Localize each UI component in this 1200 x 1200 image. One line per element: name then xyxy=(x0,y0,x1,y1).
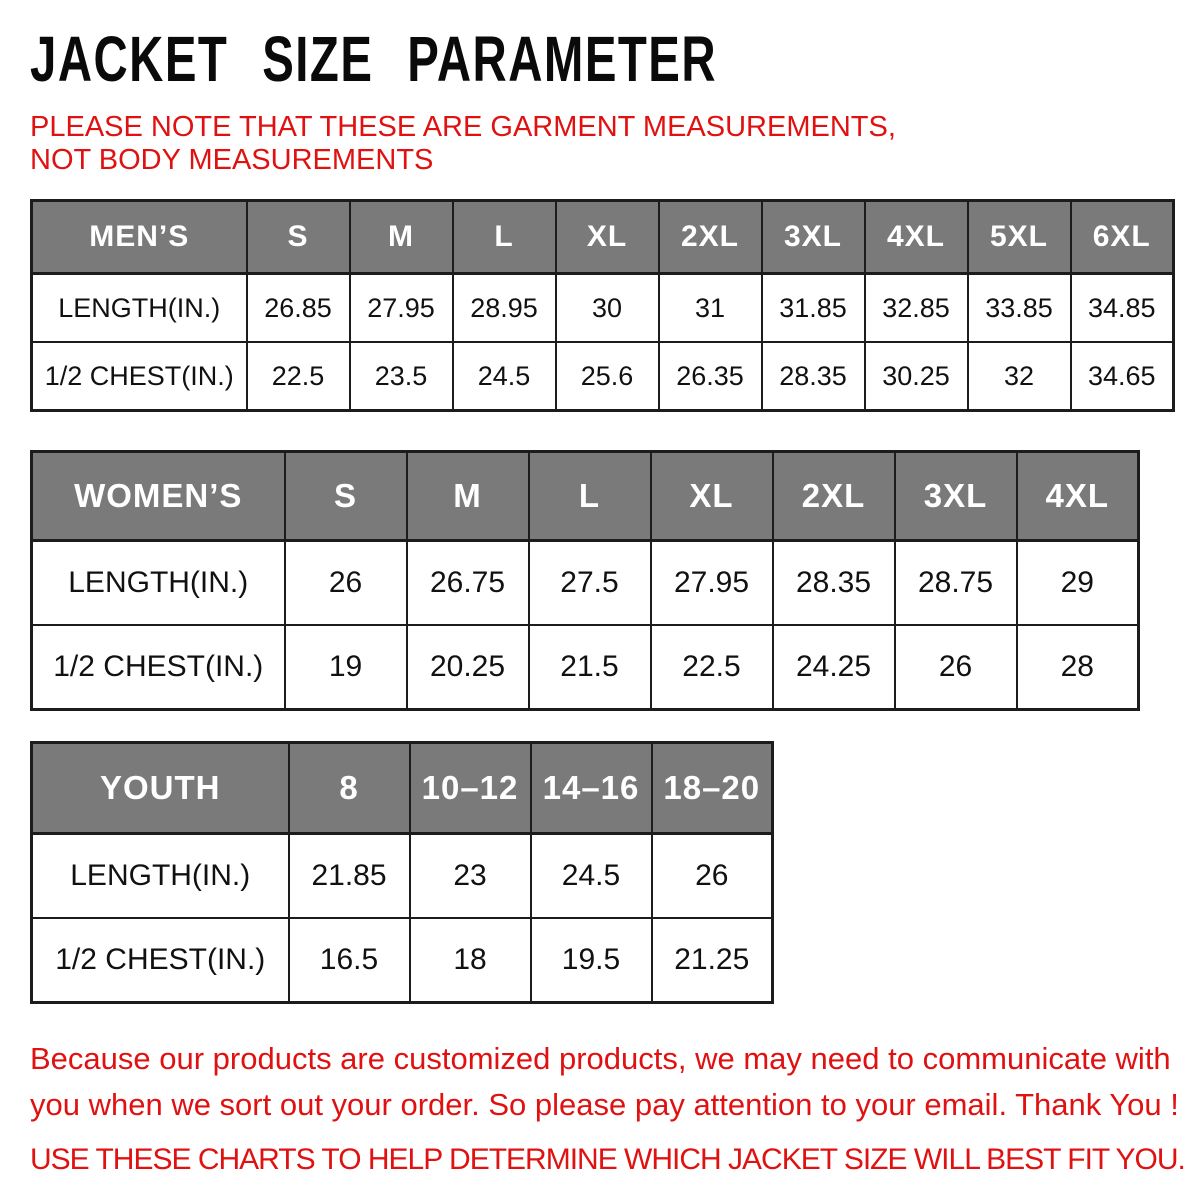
youth-length-row xyxy=(32,834,773,919)
customization-notice: Because our products are customized products, we may need to communicate with you when we sort out your order. So please pay attention to your email. Thank You ! xyxy=(30,1041,1179,1123)
womens-size-header-cell: 3XL xyxy=(895,452,1017,541)
value-cell: 34.65 xyxy=(1071,342,1174,411)
mens-length-row xyxy=(32,274,1174,343)
womens-size-header-cell: S xyxy=(285,452,407,541)
value-cell: 30.25 xyxy=(865,342,968,411)
womens-table-title-cell: WOMEN’S xyxy=(32,452,285,541)
mens-size-header-cell: XL xyxy=(556,201,659,274)
mens-size-header-cell: 6XL xyxy=(1071,201,1174,274)
value-cell: 26.35 xyxy=(659,342,762,411)
value-cell: 32 xyxy=(968,342,1071,411)
womens-size-header-cell: 4XL xyxy=(1017,452,1139,541)
value-cell: 19.5 xyxy=(531,918,652,1003)
youth-size-header-cell: 18–20 xyxy=(652,743,773,834)
value-cell: 27.95 xyxy=(651,541,773,626)
mens-chest-row xyxy=(32,342,1174,411)
value-cell: 34.85 xyxy=(1071,274,1174,343)
value-cell: 26 xyxy=(652,834,773,919)
youth-size-header-cell: 14–16 xyxy=(531,743,652,834)
row-label-cell: 1/2 CHEST(IN.) xyxy=(32,625,285,710)
row-label-cell: LENGTH(IN.) xyxy=(32,541,285,626)
womens-size-header-cell: L xyxy=(529,452,651,541)
mens-table-title-cell: MEN’S xyxy=(32,201,247,274)
row-label-cell: LENGTH(IN.) xyxy=(32,834,289,919)
mens-size-header-cell: 4XL xyxy=(865,201,968,274)
mens-size-header-cell: 2XL xyxy=(659,201,762,274)
youth-size-header-cell: 10–12 xyxy=(410,743,531,834)
row-label-cell: LENGTH(IN.) xyxy=(32,274,247,343)
value-cell: 28.95 xyxy=(453,274,556,343)
value-cell: 20.25 xyxy=(407,625,529,710)
value-cell: 26 xyxy=(285,541,407,626)
row-label-cell: 1/2 CHEST(IN.) xyxy=(32,918,289,1003)
value-cell: 28.35 xyxy=(762,342,865,411)
value-cell: 21.85 xyxy=(289,834,410,919)
value-cell: 33.85 xyxy=(968,274,1071,343)
value-cell: 31.85 xyxy=(762,274,865,343)
womens-header-row xyxy=(32,452,1139,541)
youth-chest-row xyxy=(32,918,773,1003)
row-label-cell: 1/2 CHEST(IN.) xyxy=(32,342,247,411)
mens-size-table xyxy=(30,199,1175,412)
value-cell: 19 xyxy=(285,625,407,710)
value-cell: 26 xyxy=(895,625,1017,710)
value-cell: 24.25 xyxy=(773,625,895,710)
value-cell: 16.5 xyxy=(289,918,410,1003)
youth-size-table xyxy=(30,741,774,1004)
value-cell: 26.85 xyxy=(247,274,350,343)
value-cell: 24.5 xyxy=(531,834,652,919)
mens-size-header-cell: M xyxy=(350,201,453,274)
womens-size-header-cell: 2XL xyxy=(773,452,895,541)
youth-header-row xyxy=(32,743,773,834)
womens-size-header-cell: XL xyxy=(651,452,773,541)
youth-table-title-cell: YOUTH xyxy=(32,743,289,834)
value-cell: 29 xyxy=(1017,541,1139,626)
value-cell: 25.6 xyxy=(556,342,659,411)
value-cell: 21.5 xyxy=(529,625,651,710)
value-cell: 28.75 xyxy=(895,541,1017,626)
fit-advice-line: USE THESE CHARTS TO HELP DETERMINE WHICH JACKET SIZE WILL BEST FIT YOU. xyxy=(30,1143,1185,1177)
value-cell: 23 xyxy=(410,834,531,919)
value-cell: 26.75 xyxy=(407,541,529,626)
womens-chest-row xyxy=(32,625,1139,710)
value-cell: 18 xyxy=(410,918,531,1003)
value-cell: 21.25 xyxy=(652,918,773,1003)
value-cell: 32.85 xyxy=(865,274,968,343)
youth-size-header-cell: 8 xyxy=(289,743,410,834)
value-cell: 30 xyxy=(556,274,659,343)
value-cell: 23.5 xyxy=(350,342,453,411)
mens-size-header-cell: 5XL xyxy=(968,201,1071,274)
mens-size-header-cell: L xyxy=(453,201,556,274)
mens-header-row xyxy=(32,201,1174,274)
value-cell: 22.5 xyxy=(247,342,350,411)
value-cell: 27.5 xyxy=(529,541,651,626)
garment-measurement-note: PLEASE NOTE THAT THESE ARE GARMENT MEASUREMENTS, NOT BODY MEASUREMENTS xyxy=(30,111,896,177)
value-cell: 22.5 xyxy=(651,625,773,710)
womens-length-row xyxy=(32,541,1139,626)
womens-size-header-cell: M xyxy=(407,452,529,541)
value-cell: 24.5 xyxy=(453,342,556,411)
value-cell: 31 xyxy=(659,274,762,343)
value-cell: 27.95 xyxy=(350,274,453,343)
womens-size-table xyxy=(30,450,1140,711)
value-cell: 28.35 xyxy=(773,541,895,626)
page-title: JACKET SIZE PARAMETER xyxy=(30,23,718,95)
value-cell: 28 xyxy=(1017,625,1139,710)
mens-size-header-cell: 3XL xyxy=(762,201,865,274)
mens-size-header-cell: S xyxy=(247,201,350,274)
